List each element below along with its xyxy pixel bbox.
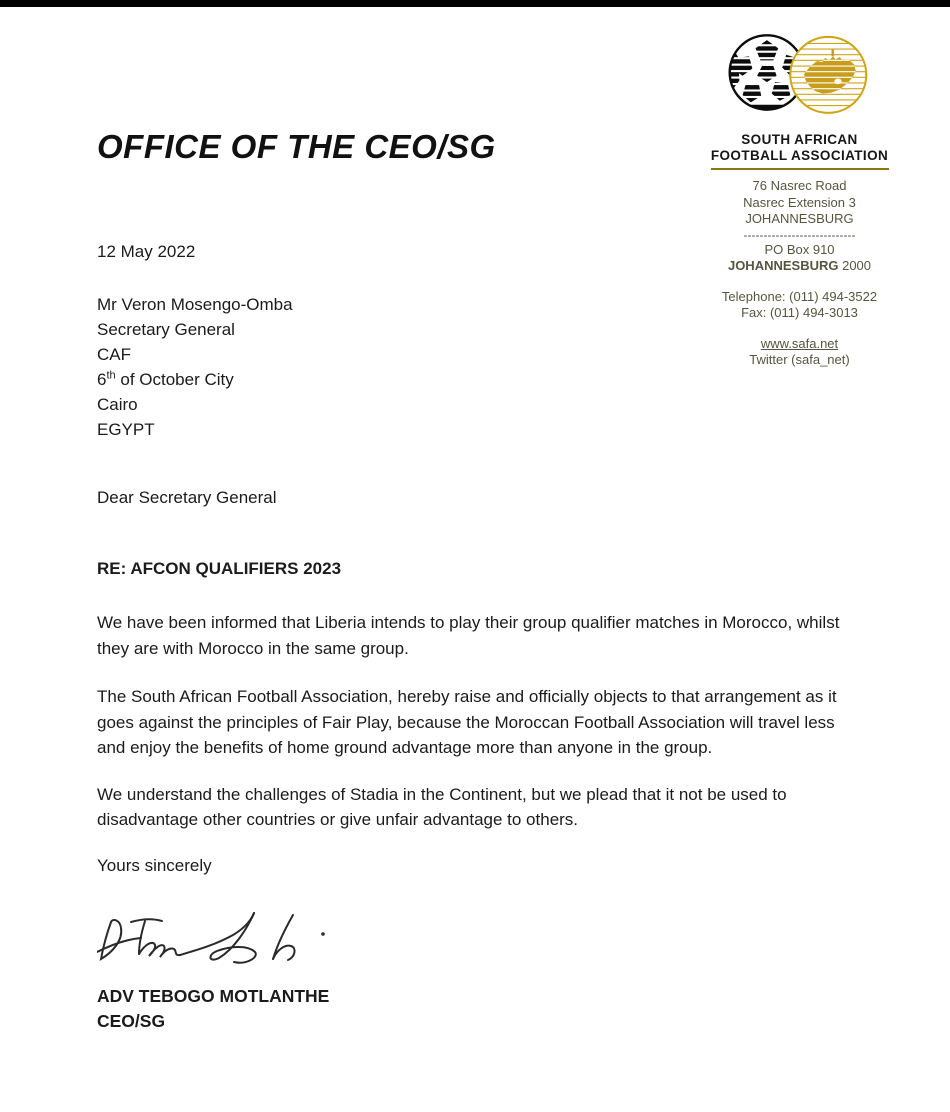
page-title: OFFICE OF THE CEO/SG: [97, 128, 496, 165]
recipient-country: EGYPT: [97, 420, 155, 439]
street-ordinal: th: [106, 369, 116, 382]
letter-body: [97, 128, 867, 1034]
signature-image: [97, 902, 867, 974]
signer-title: CEO/SG: [97, 1010, 166, 1031]
po-box-line: PO Box 910: [764, 241, 835, 257]
recipient-org: CAF: [97, 345, 131, 364]
closing: Yours sincerely: [97, 855, 212, 875]
street-line: 76 Nasrec Road: [752, 178, 847, 193]
recipient-role: Secretary General: [97, 320, 235, 339]
telephone-line: Telephone: (011) 494-3522: [721, 288, 878, 304]
letter-date: 12 May 2022: [97, 242, 196, 261]
po-code: 2000: [838, 258, 872, 273]
org-name-line1: SOUTH AFRICAN: [741, 132, 858, 147]
city-line: JOHANNESBURG: [745, 211, 854, 226]
website-link: www.safa.net: [760, 335, 839, 351]
safa-logo-icon: [715, 24, 885, 130]
subject-line: RE: AFCON QUALIFIERS 2023: [97, 559, 342, 578]
paragraph-3: We understand the challenges of Stadia in the Continent, but we plead that it not be used to disadvantage other countries or give unfair advantage to others.: [97, 784, 787, 829]
recipient-city: Cairo: [97, 395, 138, 414]
recipient-address: [97, 292, 867, 442]
twitter-line: Twitter (safa_net): [749, 352, 850, 367]
street-number: 6: [97, 370, 107, 389]
top-border: [0, 0, 950, 7]
street-rest: of October City: [115, 370, 234, 389]
recipient-name: Mr Veron Mosengo-Omba: [97, 295, 293, 314]
recipient-street: [97, 367, 867, 392]
fax-line: Fax: (011) 494-3013: [741, 305, 858, 320]
address-divider: ----------------------------: [743, 227, 856, 242]
signer-name: ADV TEBOGO MOTLANTHE: [97, 985, 330, 1006]
paragraph-2: The South African Football Association, hereby raise and officially objects to that arrangement as it goes against the principles of Fair Play, because the Moroccan Football Association will travel less and enjoy the benefits of home ground advantage more than anyone in the group.: [97, 687, 837, 757]
paragraph-1: We have been informed that Liberia intends to play their group qualifier matches in Morocco, whilst they are with Morocco in the same group.: [97, 613, 840, 658]
po-city: JOHANNESBURG: [727, 258, 839, 273]
org-name-line2: FOOTBALL ASSOCIATION: [710, 148, 889, 163]
salutation: Dear Secretary General: [97, 488, 277, 507]
extension-line: Nasrec Extension 3: [743, 194, 856, 210]
